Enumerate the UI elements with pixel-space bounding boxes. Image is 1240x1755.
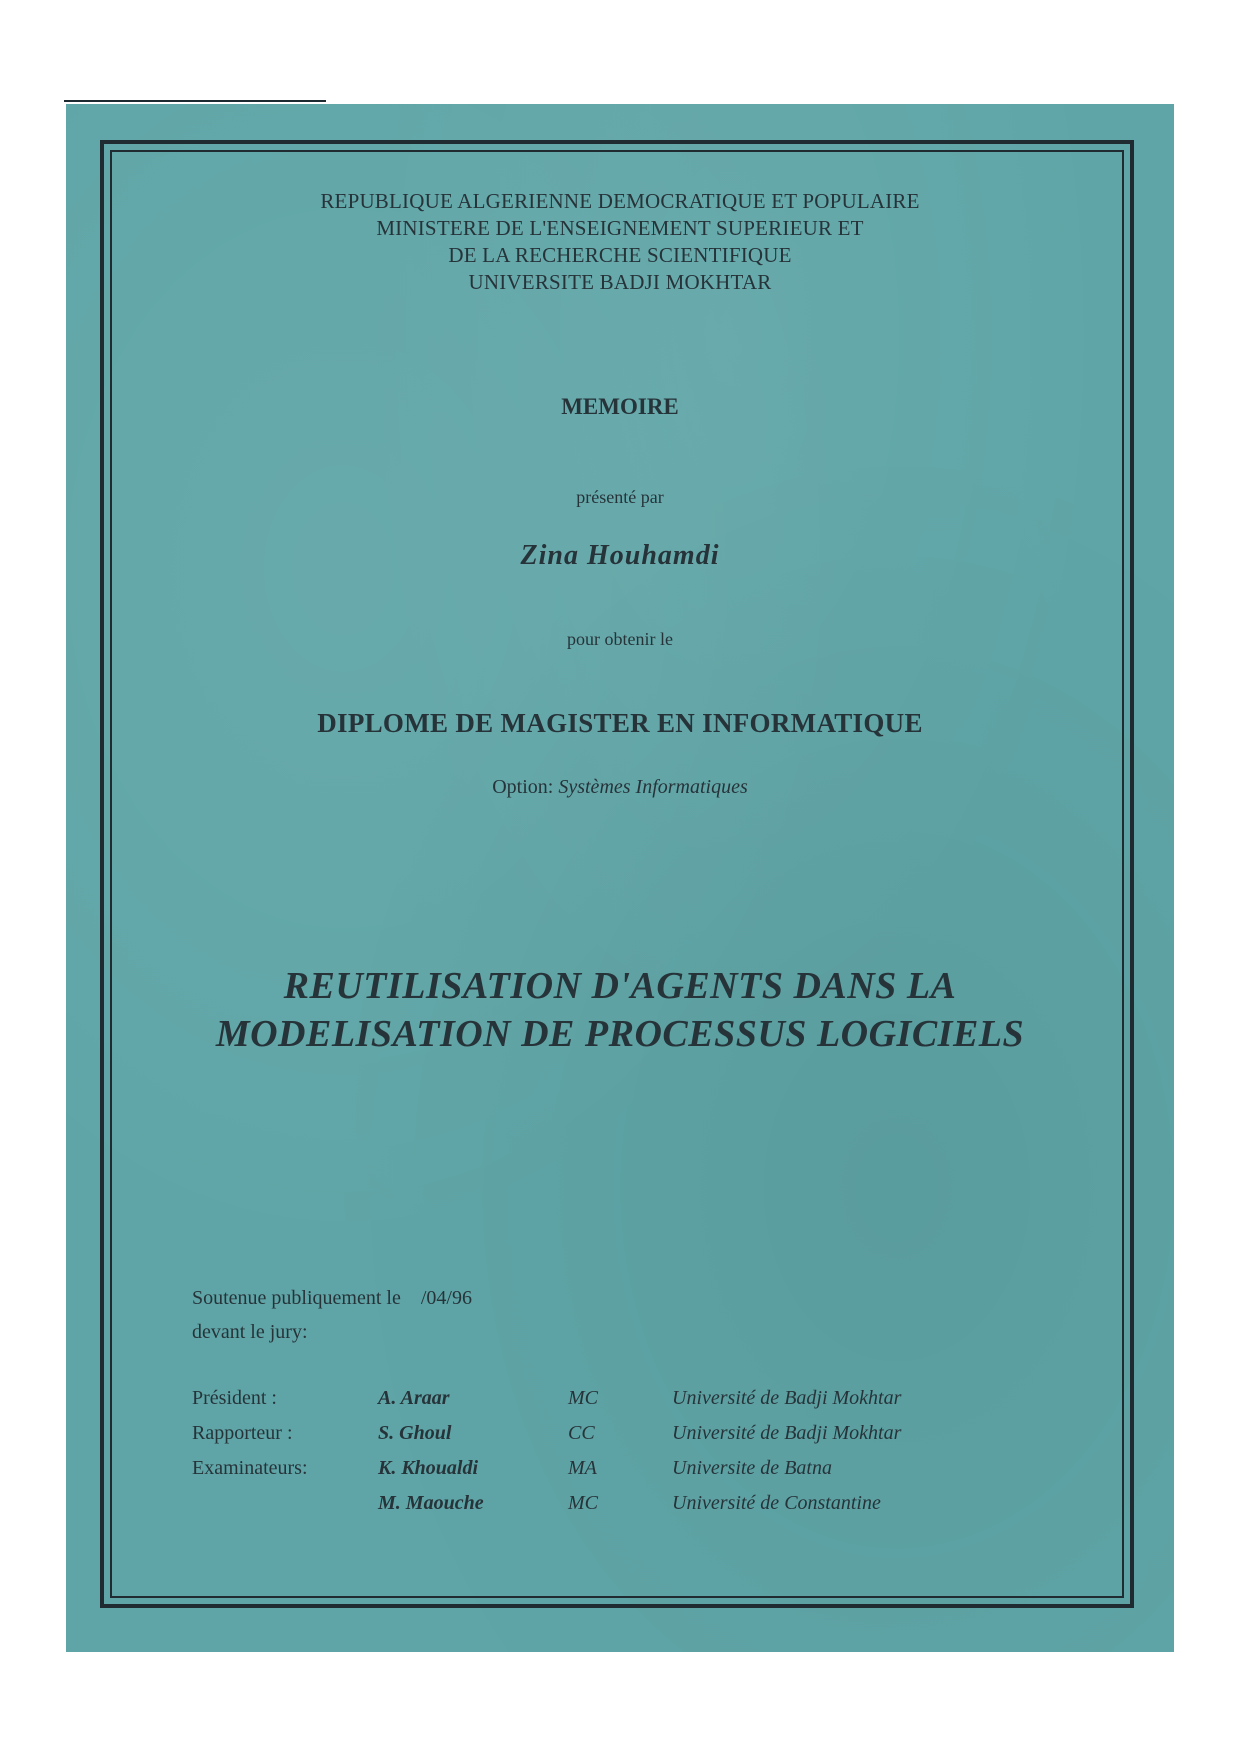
jury-grade: MC — [568, 1492, 598, 1514]
jury-row — [192, 1422, 1092, 1456]
to-obtain: pour obtenir le — [567, 629, 673, 649]
defense-date: Soutenue publiquement le /04/96 — [192, 1287, 472, 1309]
jury-university: Université de Constantine — [672, 1492, 881, 1514]
option-label: Option: — [492, 776, 554, 798]
cover-page — [66, 104, 1174, 1652]
jury-name: K. Khoualdi — [378, 1457, 479, 1479]
jury-grade: MA — [568, 1457, 597, 1479]
jury-grade: MC — [568, 1387, 598, 1409]
jury-university: Université de Badji Mokhtar — [672, 1422, 902, 1444]
jury-intro: devant le jury: — [192, 1321, 308, 1343]
option-value: Systèmes Informatiques — [558, 776, 748, 798]
jury-name: S. Ghoul — [378, 1422, 452, 1444]
jury-row — [192, 1387, 1092, 1421]
jury-role: Président : — [192, 1387, 277, 1409]
header-line-1: REPUBLIQUE ALGERIENNE DEMOCRATIQUE ET POPULAIRE — [320, 189, 920, 213]
thesis-title-line-2: MODELISATION DE PROCESSUS LOGICIELS — [215, 1013, 1025, 1055]
jury-row — [192, 1492, 1092, 1526]
header-line-2: MINISTERE DE L'ENSEIGNEMENT SUPERIEUR ET — [376, 216, 864, 240]
author-name: Zina Houhamdi — [520, 540, 720, 571]
header-line-4: UNIVERSITE BADJI MOKHTAR — [468, 270, 772, 294]
jury-name: M. Maouche — [378, 1492, 484, 1514]
inner-frame — [110, 150, 1124, 1598]
header-line-3: DE LA RECHERCHE SCIENTIFIQUE — [448, 243, 792, 267]
jury-name: A. Araar — [378, 1387, 450, 1409]
presented-by: présenté par — [576, 487, 664, 507]
top-rule — [64, 100, 326, 102]
jury-grade: CC — [568, 1422, 595, 1444]
document-type: MEMOIRE — [561, 394, 679, 419]
thesis-title-line-1: REUTILISATION D'AGENTS DANS LA — [283, 965, 957, 1007]
jury-university: Université de Badji Mokhtar — [672, 1387, 902, 1409]
option — [66, 776, 1174, 799]
jury-role: Examinateurs: — [192, 1457, 308, 1479]
jury-row — [192, 1457, 1092, 1491]
jury-university: Universite de Batna — [672, 1457, 832, 1479]
diploma-title: DIPLOME DE MAGISTER EN INFORMATIQUE — [317, 708, 923, 738]
jury-role: Rapporteur : — [192, 1422, 293, 1444]
